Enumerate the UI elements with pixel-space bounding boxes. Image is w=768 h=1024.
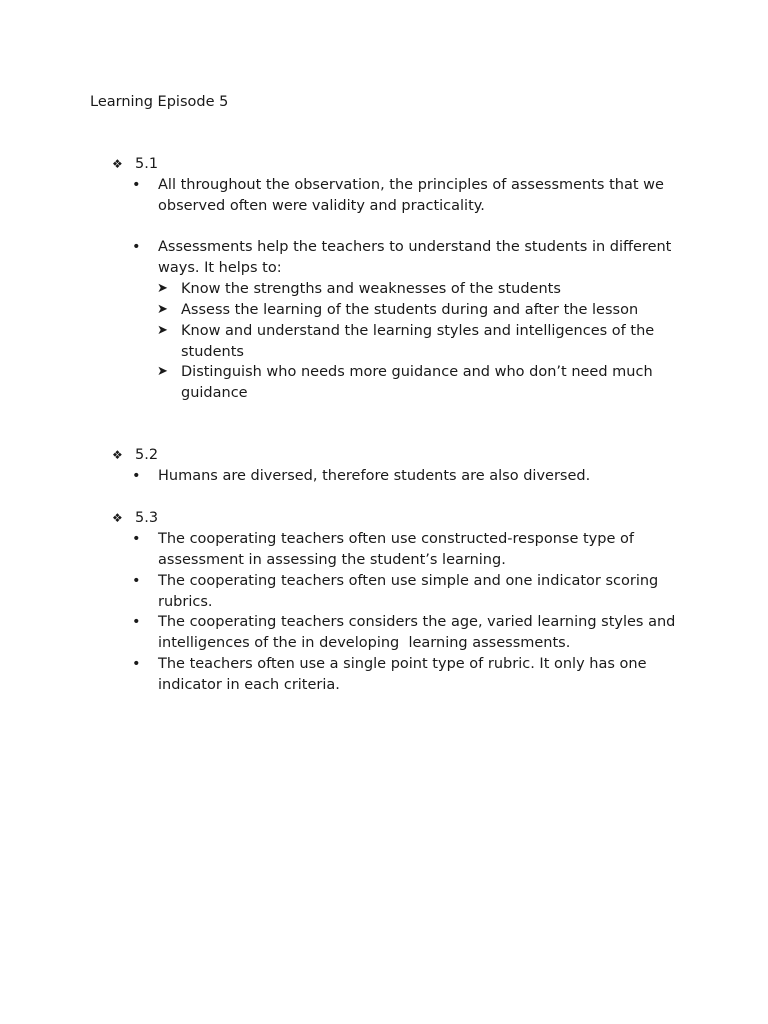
list-item (132, 237, 692, 279)
list-item (132, 175, 692, 217)
bullet-icon: • (132, 656, 141, 672)
list-item (132, 612, 692, 654)
diamond-bullet-icon: ❖ (112, 157, 123, 171)
list-item (132, 654, 692, 696)
list-item (132, 571, 692, 613)
page-title: Learning Episode 5 (90, 94, 229, 110)
list-item-text: Humans are diversed, therefore students are also diversed. (158, 468, 591, 484)
bullet-icon: • (132, 177, 141, 193)
list-item-text: The cooperating teachers often use constructed-response type of assessment in assessing the student’s learning. (158, 531, 634, 568)
list-item-text: Assessments help the teachers to understand the students in different ways. It helps to: (158, 239, 672, 276)
list-item-text: The teachers often use a single point type of rubric. It only has one indicator in each criteria. (158, 656, 647, 693)
sub-list-item (157, 362, 687, 404)
bullet-icon: • (132, 239, 141, 255)
diamond-bullet-icon: ❖ (112, 448, 123, 462)
arrowhead-bullet-icon: ➤ (157, 281, 168, 296)
sub-list-item-text: Know the strengths and weaknesses of the students (181, 281, 561, 297)
bullet-icon: • (132, 468, 141, 484)
list-item (132, 466, 692, 487)
sub-list-item (157, 321, 687, 363)
section-label: 5.2 (135, 447, 159, 463)
arrowhead-bullet-icon: ➤ (157, 323, 168, 338)
list-item-text: The cooperating teachers considers the age, varied learning styles and intelligences of the in developing learning assessments. (158, 614, 680, 651)
sub-list-item-text: Distinguish who needs more guidance and who don’t need much guidance (181, 364, 653, 401)
section-label: 5.1 (135, 156, 159, 172)
list-item-text: The cooperating teachers often use simple and one indicator scoring rubrics. (158, 573, 659, 610)
bullet-icon: • (132, 573, 141, 589)
bullet-icon: • (132, 614, 141, 630)
diamond-bullet-icon: ❖ (112, 511, 123, 525)
sub-list-item-text: Know and understand the learning styles and intelligences of the students (181, 323, 655, 360)
sub-list-item-text: Assess the learning of the students during and after the lesson (181, 302, 639, 318)
list-item (132, 529, 692, 571)
bullet-icon: • (132, 531, 141, 547)
section-label: 5.3 (135, 510, 159, 526)
arrowhead-bullet-icon: ➤ (157, 302, 168, 317)
arrowhead-bullet-icon: ➤ (157, 364, 168, 379)
list-item-text: All throughout the observation, the principles of assessments that we observed often were validity and practicality. (158, 177, 664, 214)
sub-list-item (157, 300, 687, 321)
sub-list-item (157, 279, 687, 300)
